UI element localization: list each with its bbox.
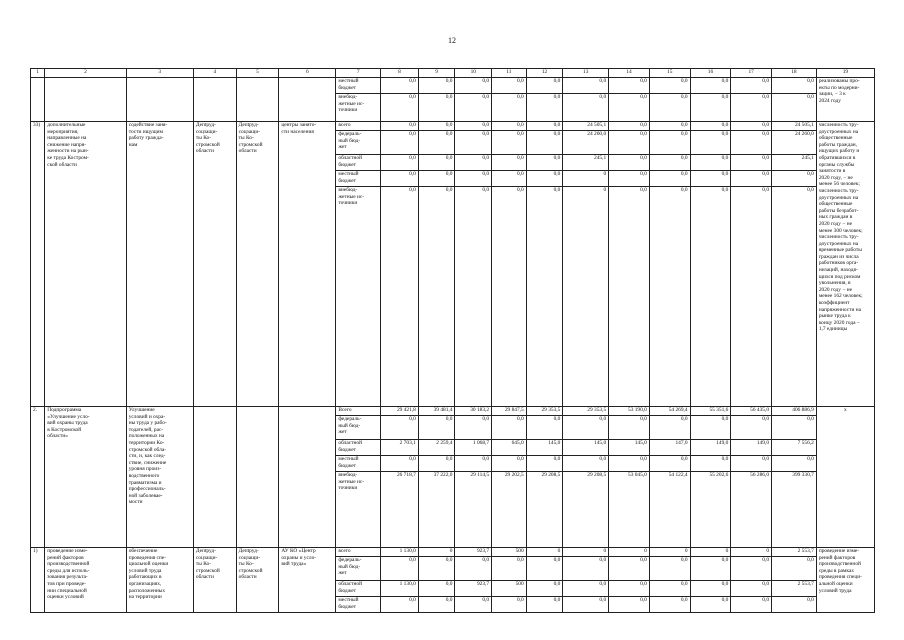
funding-value: 53 190,0 bbox=[609, 407, 650, 416]
funding-value: 29 353,5 bbox=[563, 407, 609, 416]
funding-value: 0,0 bbox=[649, 597, 690, 613]
funding-value: 0,0 bbox=[649, 557, 690, 581]
funding-value: 0,0 bbox=[526, 416, 563, 440]
funding-value: 923,7 bbox=[455, 548, 492, 557]
funding-value: 0 bbox=[563, 187, 609, 407]
funding-value: 0,0 bbox=[731, 171, 772, 187]
funding-value: 0,0 bbox=[526, 557, 563, 581]
funding-value: 0,0 bbox=[455, 131, 492, 155]
funding-value: 0,0 bbox=[381, 416, 419, 440]
funding-source-label: местный бюджет bbox=[336, 171, 381, 187]
funding-value: 29 421,8 bbox=[381, 407, 419, 416]
funding-value: 24 260,0 bbox=[772, 131, 817, 155]
empty-cell bbox=[236, 78, 279, 122]
program-table bbox=[30, 68, 875, 613]
funding-value: 0,0 bbox=[609, 94, 650, 122]
funding-value: 0,0 bbox=[731, 94, 772, 122]
item-participant: центры занято- сти населения bbox=[279, 122, 336, 407]
funding-value: 0,0 bbox=[455, 416, 492, 440]
funding-value: 0,0 bbox=[690, 155, 731, 171]
funding-value: 0,0 bbox=[418, 597, 455, 613]
item-executor: Депtруд- соцзащи- ты Ко- стромской области bbox=[193, 548, 236, 613]
funding-value: 0,0 bbox=[772, 557, 817, 581]
item-goal: Улучшение условий и охра- ны труда у рабо- тодателей, рас- положенных на территории Ко- стромской обла- сти, и, как след- ствие, снижение уровня произ- водственного травматизма и профессиональ- ной заболевае- мости bbox=[126, 407, 193, 548]
funding-value: 0,0 bbox=[526, 122, 563, 131]
funding-value: 0,0 bbox=[381, 187, 419, 407]
column-number: 12 bbox=[526, 69, 563, 78]
funding-value: 645,0 bbox=[492, 440, 527, 456]
funding-value: 0,0 bbox=[381, 131, 419, 155]
funding-value: 0,0 bbox=[649, 171, 690, 187]
funding-value: 0,0 bbox=[526, 581, 563, 597]
funding-value: 0,0 bbox=[609, 122, 650, 131]
funding-value: 0,0 bbox=[492, 456, 527, 472]
funding-value: 0,0 bbox=[563, 581, 609, 597]
funding-value: 2 553,7 bbox=[772, 581, 817, 597]
funding-value: 0,0 bbox=[492, 131, 527, 155]
funding-value: 0,0 bbox=[492, 557, 527, 581]
funding-value: 0,0 bbox=[609, 597, 650, 613]
funding-value: 0,0 bbox=[563, 416, 609, 440]
funding-value: 0,0 bbox=[455, 557, 492, 581]
funding-value: 2 259,4 bbox=[418, 440, 455, 456]
funding-value: 0,0 bbox=[649, 131, 690, 155]
column-number: 17 bbox=[731, 69, 772, 78]
funding-value: 0,0 bbox=[649, 94, 690, 122]
funding-value: 0 bbox=[649, 548, 690, 557]
funding-source-label: всего bbox=[336, 122, 381, 131]
funding-value: 1 130,0 bbox=[381, 581, 419, 597]
item-name: проведение изме- рений факторов производственной среды для исполь- зования результа- тов при проведе- нии специальной оценки условий bbox=[45, 548, 126, 613]
funding-value: 29 208,5 bbox=[526, 472, 563, 548]
funding-source-label: местный бюджет bbox=[336, 456, 381, 472]
column-number: 11 bbox=[492, 69, 527, 78]
funding-value: 0,0 bbox=[731, 597, 772, 613]
funding-value: 0,0 bbox=[772, 171, 817, 187]
funding-value: 0,0 bbox=[381, 456, 419, 472]
funding-value: 0,0 bbox=[526, 78, 563, 94]
table-row bbox=[31, 407, 875, 416]
funding-value: 2 703,1 bbox=[381, 440, 419, 456]
empty-cell bbox=[193, 78, 236, 122]
funding-value: 0,0 bbox=[418, 78, 455, 94]
funding-value: 145,0 bbox=[526, 440, 563, 456]
funding-value: 149,0 bbox=[731, 440, 772, 456]
funding-value: 0,0 bbox=[526, 597, 563, 613]
funding-value: 56 435,0 bbox=[731, 407, 772, 416]
funding-source-label: областной бюджет bbox=[336, 581, 381, 597]
funding-value: 0,0 bbox=[455, 78, 492, 94]
column-number: 6 bbox=[279, 69, 336, 78]
funding-value: 145,0 bbox=[609, 440, 650, 456]
funding-value: 0,0 bbox=[690, 171, 731, 187]
funding-value: 0,0 bbox=[526, 94, 563, 122]
funding-value: 24 260,0 bbox=[563, 131, 609, 155]
funding-value: 0,0 bbox=[731, 416, 772, 440]
funding-value: 0,0 bbox=[492, 155, 527, 171]
column-number: 5 bbox=[236, 69, 279, 78]
funding-source-label: местный бюджет bbox=[336, 78, 381, 94]
funding-value: 0,0 bbox=[381, 155, 419, 171]
funding-value: 0,0 bbox=[492, 597, 527, 613]
funding-value: 0,0 bbox=[381, 122, 419, 131]
funding-value: 0,0 bbox=[418, 187, 455, 407]
page-number: 12 bbox=[448, 36, 456, 45]
table-row bbox=[31, 122, 875, 131]
funding-source-label: местный бюджет bbox=[336, 597, 381, 613]
funding-value: 1 130,0 bbox=[381, 548, 419, 557]
funding-value: 0,0 bbox=[772, 597, 817, 613]
funding-value: 0,0 bbox=[563, 456, 609, 472]
item-number: 33) bbox=[31, 122, 45, 407]
funding-value: 0,0 bbox=[772, 416, 817, 440]
funding-value: 0,0 bbox=[381, 557, 419, 581]
funding-value: 0 bbox=[563, 171, 609, 187]
funding-value: 0,0 bbox=[731, 581, 772, 597]
funding-value: 0,0 bbox=[649, 122, 690, 131]
funding-value: 55 351,6 bbox=[690, 407, 731, 416]
funding-value: 0,0 bbox=[609, 557, 650, 581]
item-coexecutor: Депtруд- соцзащи- ты Ко- стромской области bbox=[236, 122, 279, 407]
funding-source-label: областной бюджет bbox=[336, 155, 381, 171]
funding-value: 0,0 bbox=[455, 597, 492, 613]
funding-value: 0,0 bbox=[418, 131, 455, 155]
funding-value: 0,0 bbox=[563, 557, 609, 581]
funding-value: 0 bbox=[609, 548, 650, 557]
column-number: 4 bbox=[193, 69, 236, 78]
funding-value: 0,0 bbox=[492, 416, 527, 440]
funding-value: 0,0 bbox=[690, 416, 731, 440]
funding-value: 0,0 bbox=[381, 171, 419, 187]
funding-value: 0,0 bbox=[772, 456, 817, 472]
item-coexecutor bbox=[236, 407, 279, 548]
item-executor bbox=[193, 407, 236, 548]
funding-value: 399 330,7 bbox=[772, 472, 817, 548]
funding-value: 0,0 bbox=[649, 581, 690, 597]
funding-value: 0,0 bbox=[690, 557, 731, 581]
empty-cell bbox=[126, 78, 193, 122]
funding-value: 0,0 bbox=[563, 597, 609, 613]
column-number: 9 bbox=[418, 69, 455, 78]
empty-cell bbox=[31, 78, 45, 122]
funding-value: 0,0 bbox=[690, 597, 731, 613]
funding-value: 0,0 bbox=[772, 78, 817, 94]
funding-value: 923,7 bbox=[455, 581, 492, 597]
funding-value: 0,0 bbox=[649, 78, 690, 94]
funding-value: 0,0 bbox=[609, 155, 650, 171]
funding-source-label: внебюд- жетные ис- точники bbox=[336, 472, 381, 548]
funding-value: 0,0 bbox=[418, 171, 455, 187]
funding-value: 406 886,9 bbox=[772, 407, 817, 416]
funding-value: 0,0 bbox=[418, 94, 455, 122]
funding-value: 53 045,0 bbox=[609, 472, 650, 548]
funding-value: 29 208,5 bbox=[563, 472, 609, 548]
funding-value: 29 114,5 bbox=[455, 472, 492, 548]
table-row bbox=[31, 548, 875, 557]
funding-value: 2 553,7 bbox=[772, 548, 817, 557]
funding-value: 0,0 bbox=[455, 94, 492, 122]
column-number: 15 bbox=[649, 69, 690, 78]
funding-value: 0,0 bbox=[649, 187, 690, 407]
funding-value: 7 556,2 bbox=[772, 440, 817, 456]
funding-value: 0,0 bbox=[455, 122, 492, 131]
funding-value: 0 bbox=[526, 548, 563, 557]
funding-value: 30 183,2 bbox=[455, 407, 492, 416]
column-number: 13 bbox=[563, 69, 609, 78]
funding-value: 0,0 bbox=[526, 187, 563, 407]
empty-cell bbox=[279, 78, 336, 122]
table-row bbox=[31, 78, 875, 94]
funding-value: 0,0 bbox=[731, 557, 772, 581]
item-name: дополнительные мероприятия, направленные на снижение напря- женности на рын- ке труда Костром- ской области bbox=[45, 122, 126, 407]
item-number: 2. bbox=[31, 407, 45, 548]
funding-value: 0,0 bbox=[526, 131, 563, 155]
expected-result: численность тру- доустроенных на общественные работы граждан, ищущих работу и обратившихся в органы службы занятости в 2020 году, − не менее 56 человек; численность тру- доустроенных на общественные работы безработ- ных граждан в 2020 году − не менее 300 человек; численность тру- доустроенных на временные работы граждан из числа работников орга- низаций, находя- щихся под риском увольнения, в 2020 году − не менее 162 человек; коэффициент напряженности на рынке труда к концу 2020 года – 1,7 единицы bbox=[816, 122, 874, 407]
funding-value: 54 122,4 bbox=[649, 472, 690, 548]
funding-value: 0,0 bbox=[418, 557, 455, 581]
funding-value: 0,0 bbox=[418, 155, 455, 171]
funding-value: 0,0 bbox=[731, 155, 772, 171]
funding-value: 0,0 bbox=[526, 456, 563, 472]
funding-value: 0,0 bbox=[690, 187, 731, 407]
funding-value: 0,0 bbox=[609, 456, 650, 472]
funding-value: 0,0 bbox=[772, 187, 817, 407]
funding-value: 500 bbox=[492, 581, 527, 597]
item-goal: обеспечение проведения спе- циальной оценки условий труда работающих в организациях, расположенных на территории bbox=[126, 548, 193, 613]
column-number: 14 bbox=[609, 69, 650, 78]
funding-value: 245,1 bbox=[563, 155, 609, 171]
funding-value: 0,0 bbox=[649, 155, 690, 171]
funding-value: 54 269,4 bbox=[649, 407, 690, 416]
funding-source-label: федераль- ный бюд- жет bbox=[336, 131, 381, 155]
funding-value: 0,0 bbox=[455, 187, 492, 407]
funding-source-label: областной бюджет bbox=[336, 440, 381, 456]
funding-value: 0,0 bbox=[649, 416, 690, 440]
funding-value: 0,0 bbox=[690, 94, 731, 122]
funding-value: 39 481,4 bbox=[418, 407, 455, 416]
column-number: 16 bbox=[690, 69, 731, 78]
item-number: 1) bbox=[31, 548, 45, 613]
column-number: 10 bbox=[455, 69, 492, 78]
funding-value: 0 bbox=[418, 548, 455, 557]
funding-value: 0,0 bbox=[609, 187, 650, 407]
funding-value: 0,0 bbox=[649, 456, 690, 472]
funding-value: 500 bbox=[492, 548, 527, 557]
funding-value: 0 bbox=[731, 548, 772, 557]
funding-value: 0,0 bbox=[690, 456, 731, 472]
column-number: 2 bbox=[45, 69, 126, 78]
funding-value: 0,0 bbox=[492, 122, 527, 131]
funding-value: 0,0 bbox=[381, 597, 419, 613]
funding-value: 29 353,5 bbox=[526, 407, 563, 416]
column-number: 1 bbox=[31, 69, 45, 78]
funding-value: 0,0 bbox=[455, 171, 492, 187]
funding-value: 24 505,1 bbox=[563, 122, 609, 131]
column-number: 8 bbox=[381, 69, 419, 78]
funding-value: 0,0 bbox=[455, 155, 492, 171]
column-number-row bbox=[31, 69, 875, 78]
funding-value: 0,0 bbox=[418, 456, 455, 472]
funding-source-label: всего bbox=[336, 548, 381, 557]
funding-value: 0,0 bbox=[418, 581, 455, 597]
funding-value: 24 505,1 bbox=[772, 122, 817, 131]
funding-value: 0,0 bbox=[418, 416, 455, 440]
funding-value: 0,0 bbox=[731, 187, 772, 407]
funding-value: 0,0 bbox=[731, 78, 772, 94]
funding-value: 0,0 bbox=[381, 78, 419, 94]
expected-result: реализованы про- екты по модерни- зации, − 3 к 2024 году bbox=[816, 78, 874, 122]
funding-value: 0,0 bbox=[772, 94, 817, 122]
funding-value: 0,0 bbox=[381, 94, 419, 122]
funding-value: 0,0 bbox=[526, 155, 563, 171]
funding-value: 145,0 bbox=[563, 440, 609, 456]
funding-value: 147,0 bbox=[649, 440, 690, 456]
funding-value: 0,0 bbox=[731, 131, 772, 155]
funding-value: 1 068,7 bbox=[455, 440, 492, 456]
funding-value: 29 202,5 bbox=[492, 472, 527, 548]
funding-value: 0,0 bbox=[690, 122, 731, 131]
funding-source-label: Всего bbox=[336, 407, 381, 416]
funding-value: 0 bbox=[690, 548, 731, 557]
funding-value: 0,0 bbox=[492, 187, 527, 407]
column-number: 7 bbox=[336, 69, 381, 78]
funding-value: 0,0 bbox=[455, 456, 492, 472]
expected-result: x bbox=[816, 407, 874, 548]
funding-value: 0,0 bbox=[731, 456, 772, 472]
funding-source-label: внебюд- жетные ис- точники bbox=[336, 94, 381, 122]
funding-value: 245,1 bbox=[772, 155, 817, 171]
funding-source-label: внебюд- жетные ис- точники bbox=[336, 187, 381, 407]
funding-value: 37 222,0 bbox=[418, 472, 455, 548]
funding-value: 0,0 bbox=[563, 94, 609, 122]
funding-value: 0,0 bbox=[418, 122, 455, 131]
funding-value: 0,0 bbox=[731, 122, 772, 131]
funding-value: 0,0 bbox=[609, 581, 650, 597]
funding-value: 0,0 bbox=[563, 78, 609, 94]
funding-value: 149,0 bbox=[690, 440, 731, 456]
funding-value: 0 bbox=[563, 548, 609, 557]
column-number: 19 bbox=[816, 69, 874, 78]
column-number: 18 bbox=[772, 69, 817, 78]
funding-value: 56 286,0 bbox=[731, 472, 772, 548]
item-name: Подпрограмма «Улучшение усло- вий охраны труда в Костромской области» bbox=[45, 407, 126, 548]
funding-value: 0,0 bbox=[690, 131, 731, 155]
funding-source-label: федераль- ный бюд- жет bbox=[336, 557, 381, 581]
funding-value: 0,0 bbox=[690, 581, 731, 597]
funding-value: 0,0 bbox=[492, 171, 527, 187]
funding-value: 0,0 bbox=[609, 171, 650, 187]
item-goal: содействие заня- тости ищущим работу гражда- нам bbox=[126, 122, 193, 407]
funding-value: 26 718,7 bbox=[381, 472, 419, 548]
expected-result: проведение изме- рений факторов производственной среды в рамках проведения специ- альной оценки условий труда bbox=[816, 548, 874, 613]
funding-value: 0,0 bbox=[609, 78, 650, 94]
funding-value: 0,0 bbox=[492, 94, 527, 122]
item-executor: Депtруд- соцзащи- ты Ко- стромской области bbox=[193, 122, 236, 407]
funding-value: 0,0 bbox=[609, 416, 650, 440]
column-number: 3 bbox=[126, 69, 193, 78]
item-participant: АУ КО «Центр охраны и усло- вий труда» bbox=[279, 548, 336, 613]
funding-value: 0,0 bbox=[526, 171, 563, 187]
funding-value: 0,0 bbox=[492, 78, 527, 94]
funding-value: 0,0 bbox=[609, 131, 650, 155]
funding-value: 55 202,6 bbox=[690, 472, 731, 548]
funding-source-label: федераль- ный бюд- жет bbox=[336, 416, 381, 440]
empty-cell bbox=[45, 78, 126, 122]
item-participant bbox=[279, 407, 336, 548]
funding-value: 29 847,5 bbox=[492, 407, 527, 416]
item-coexecutor: Депtруд- соцзащи- ты Ко- стромской области bbox=[236, 548, 279, 613]
funding-value: 0,0 bbox=[690, 78, 731, 94]
